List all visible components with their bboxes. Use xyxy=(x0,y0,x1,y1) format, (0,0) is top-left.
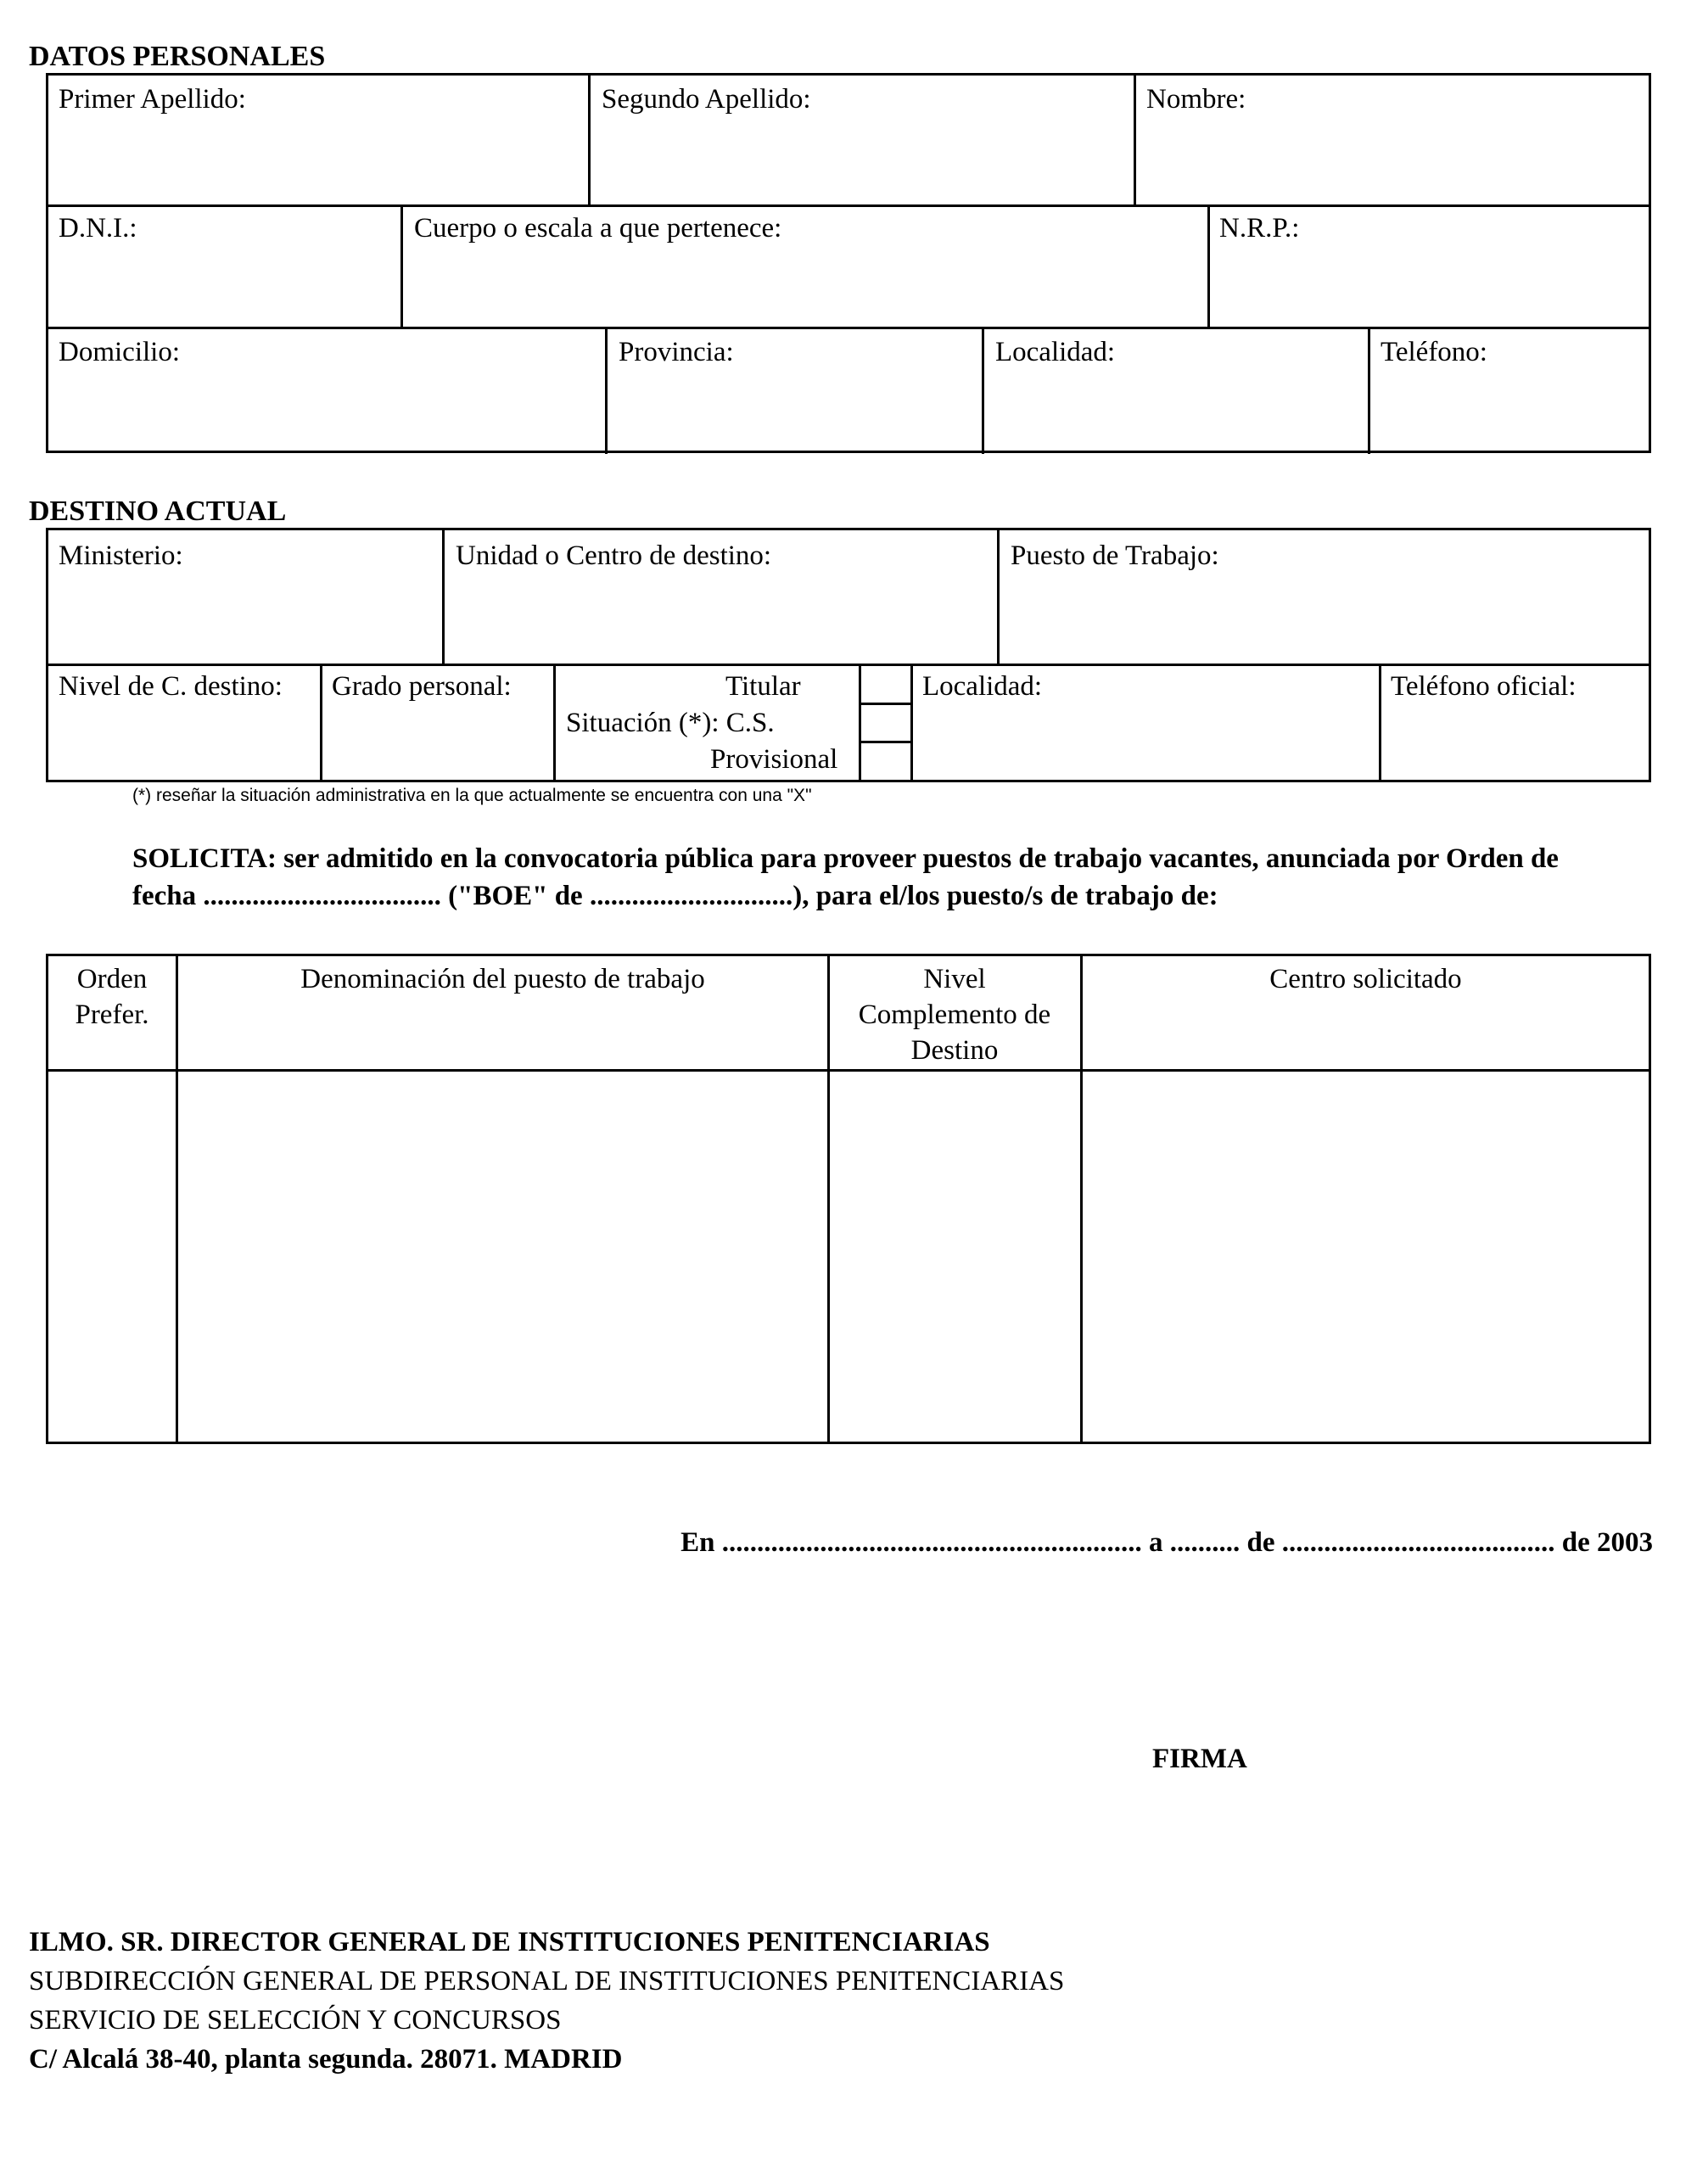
col-divider xyxy=(588,76,591,204)
field-nivel-destino[interactable]: Nivel de C. destino: xyxy=(59,671,283,702)
footnote: (*) reseñar la situación administrativa en la que actualmente se encuentra con una "X" xyxy=(132,786,812,805)
field-grado-personal[interactable]: Grado personal: xyxy=(332,671,512,702)
col-divider xyxy=(442,530,445,664)
checkbox-cs[interactable] xyxy=(861,705,910,741)
checkbox-titular[interactable] xyxy=(861,666,910,703)
col-divider xyxy=(910,664,913,781)
label-titular: Titular xyxy=(725,671,801,702)
address-subdireccion: SUBDIRECCIÓN GENERAL DE PERSONAL DE INSTITUCIONES PENITENCIARIAS xyxy=(29,1966,1065,1996)
col-divider xyxy=(605,327,608,454)
field-ministerio[interactable]: Ministerio: xyxy=(59,540,183,571)
col-divider xyxy=(997,530,1000,664)
field-provincia[interactable]: Provincia: xyxy=(619,337,734,367)
table-cell-denominacion[interactable] xyxy=(178,1072,827,1442)
col-divider xyxy=(1207,204,1210,327)
address-street: C/ Alcalá 38-40, planta segunda. 28071. MADRID xyxy=(29,2044,623,2075)
section-heading-destino-actual: DESTINO ACTUAL xyxy=(29,496,287,527)
table-header-nivel: Nivel Complemento de Destino xyxy=(858,964,1051,1066)
col-divider xyxy=(1134,76,1136,204)
col-divider xyxy=(320,664,322,781)
section-heading-datos-personales: DATOS PERSONALES xyxy=(29,41,326,72)
row-divider xyxy=(48,327,1649,329)
field-segundo-apellido[interactable]: Segundo Apellido: xyxy=(602,84,811,115)
label-provisional: Provisional xyxy=(710,744,838,775)
field-nrp[interactable]: N.R.P.: xyxy=(1219,213,1300,244)
field-puesto[interactable]: Puesto de Trabajo: xyxy=(1011,540,1219,571)
row-divider xyxy=(48,204,1649,207)
col-divider xyxy=(982,327,984,454)
field-localidad-destino[interactable]: Localidad: xyxy=(922,671,1043,702)
col-divider xyxy=(1379,664,1381,781)
puestos-table xyxy=(46,954,1651,1444)
table-cell-orden[interactable] xyxy=(48,1072,176,1442)
table-cell-centro[interactable] xyxy=(1083,1072,1649,1442)
field-domicilio[interactable]: Domicilio: xyxy=(59,337,180,367)
field-cuerpo[interactable]: Cuerpo o escala a que pertenece: xyxy=(414,213,782,244)
solicita-line-1: SOLICITA: ser admitido en la convocatoria pública para proveer puestos de trabajo vacantes, anunciada por Orden de xyxy=(132,843,1559,874)
col-divider xyxy=(553,664,556,781)
field-localidad[interactable]: Localidad: xyxy=(995,337,1116,367)
table-header-orden: Orden Prefer. xyxy=(75,964,149,1030)
field-dni[interactable]: D.N.I.: xyxy=(59,213,137,244)
destino-box xyxy=(46,528,1651,782)
checkbox-provisional[interactable] xyxy=(861,743,910,781)
col-divider xyxy=(400,204,403,327)
label-situacion-cs: Situación (*): C.S. xyxy=(566,708,775,738)
col-divider xyxy=(1368,327,1370,454)
field-primer-apellido[interactable]: Primer Apellido: xyxy=(59,84,246,115)
address-servicio: SERVICIO DE SELECCIÓN Y CONCURSOS xyxy=(29,2005,562,2036)
field-telefono[interactable]: Teléfono: xyxy=(1381,337,1487,367)
date-line: En ............................................................ a .......... de ....................................... de 2003 xyxy=(680,1527,1653,1558)
row-divider xyxy=(48,664,1649,666)
personal-data-box xyxy=(46,73,1651,453)
solicita-line-2: fecha .................................. ("BOE" de .............................), para el/los puesto/s de trabajo de: xyxy=(132,881,1218,911)
field-nombre[interactable]: Nombre: xyxy=(1146,84,1246,115)
field-unidad[interactable]: Unidad o Centro de destino: xyxy=(456,540,772,571)
firma-label: FIRMA xyxy=(1152,1744,1247,1774)
table-header-centro: Centro solicitado xyxy=(1269,964,1462,994)
field-telefono-oficial[interactable]: Teléfono oficial: xyxy=(1391,671,1577,702)
table-header-denominacion: Denominación del puesto de trabajo xyxy=(300,964,705,994)
table-cell-nivel[interactable] xyxy=(830,1072,1080,1442)
address-recipient: ILMO. SR. DIRECTOR GENERAL DE INSTITUCIONES PENITENCIARIAS xyxy=(29,1927,990,1957)
